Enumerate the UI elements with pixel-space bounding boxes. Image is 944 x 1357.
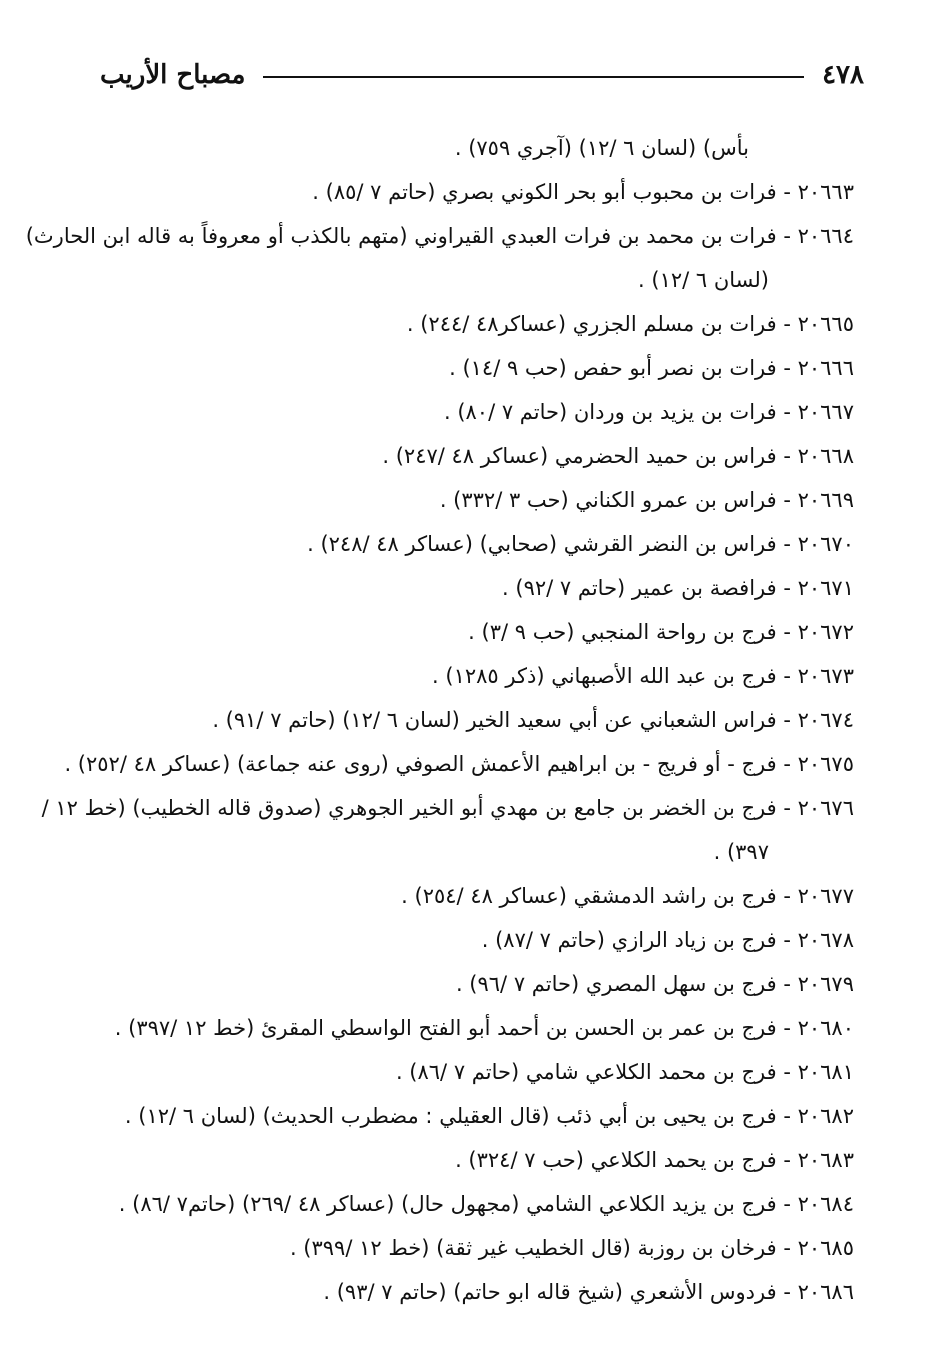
entry-line: ٢٠٦٧١ - فرافصة بن عمير (حاتم ٧ /٩٢) . (502, 576, 854, 600)
entry-line: ٢٠٦٨٥ - فرخان بن روزبة (قال الخطيب غير ثقة) (خط ١٢ /٣٩٩) . (289, 1236, 854, 1260)
entry-line: ٢٠٦٧٦ - فرج بن الخضر بن جامع بن مهدي أبو الخير الجوهري (صدوق قاله الخطيب) (خط ١٢ / (41, 796, 854, 820)
entry-continuation: بأس) (لسان ٦ /١٢) (آجري ٧٥٩) . (454, 136, 749, 160)
header-divider (263, 76, 804, 78)
entry-line: ٢٠٦٧٤ - فراس الشعباني عن أبي سعيد الخير (لسان ٦ /١٢) (حاتم ٧ /٩١) . (212, 708, 854, 732)
entry-line: ٢٠٦٧٠ - فراس بن النضر القرشي (صحابي) (عساكر ٤٨ /٢٤٨) . (307, 532, 854, 556)
entry-continuation: ٣٩٧) . (713, 840, 769, 864)
entry-line: ٢٠٦٧٢ - فرج بن رواحة المنجبي (حب ٩ /٣) . (468, 620, 854, 644)
entry-line: ٢٠٦٧٣ - فرج بن عبد الله الأصبهاني (ذكر ١٢٨٥) . (432, 664, 854, 688)
entries-list (25, 126, 854, 1314)
entry-line: ٢٠٦٦٩ - فراس بن عمرو الكناني (حب ٣ /٣٣٢) . (439, 488, 854, 512)
entry-line: ٢٠٦٨٣ - فرج بن يحمد الكلاعي (حب ٧ /٣٢٤) . (455, 1148, 854, 1172)
entry-line: ٢٠٦٨١ - فرج بن محمد الكلاعي شامي (حاتم ٧ /٨٦) . (395, 1060, 854, 1084)
entry-line: ٢٠٦٨٢ - فرج بن يحيى بن أبي ذئب (قال العقيلي : مضطرب الحديث) (لسان ٦ /١٢) . (124, 1104, 854, 1128)
entry-line: ٢٠٦٦٨ - فراس بن حميد الحضرمي (عساكر ٤٨ /٢٤٧) . (382, 444, 854, 468)
entry-line: ٢٠٦٨٤ - فرج بن يزيد الكلاعي الشامي (مجهول حال) (عساكر ٤٨ /٢٦٩) (حاتم٧ /٨٦) . (118, 1192, 854, 1216)
entry-line: ٢٠٦٧٧ - فرج بن راشد الدمشقي (عساكر ٤٨ /٢٥٤) . (401, 884, 854, 908)
entry-line: ٢٠٦٦٤ - فرات بن محمد بن فرات العبدي القيراوني (متهم بالكذب أو معروفاً به قاله ابن الحارث) (25, 224, 854, 248)
entry-line: ٢٠٦٦٥ - فرات بن مسلم الجزري (عساكر٤٨ /٢٤٤) . (406, 312, 854, 336)
entry-line: ٢٠٦٨٦ - فردوس الأشعري (شيخ قاله ابو حاتم) (حاتم ٧ /٩٣) . (323, 1280, 854, 1304)
book-title: مصباح الأريب (100, 60, 246, 90)
entry-line: ٢٠٦٦٧ - فرات بن يزيد بن وردان (حاتم ٧ /٨٠) . (443, 400, 854, 424)
entry-line: ٢٠٦٧٨ - فرج بن زياد الرازي (حاتم ٧ /٨٧) . (481, 928, 854, 952)
entry-continuation: (لسان ٦ /١٢) . (638, 268, 769, 292)
page-number: ٤٧٨ (822, 60, 864, 90)
entry-line: ٢٠٦٦٦ - فرات بن نصر أبو حفص (حب ٩ /١٤) . (449, 356, 854, 380)
entry-line: ٢٠٦٧٩ - فرج بن سهل المصري (حاتم ٧ /٩٦) . (455, 972, 854, 996)
entry-line: ٢٠٦٦٣ - فرات بن محبوب أبو بحر الكوني بصري (حاتم ٧ /٨٥) . (312, 180, 854, 204)
entry-line: ٢٠٦٨٠ - فرج بن عمر بن الحسن بن أحمد أبو الفتح الواسطي المقرئ (خط ١٢ /٣٩٧) . (114, 1016, 854, 1040)
page-header (100, 55, 864, 95)
entry-line: ٢٠٦٧٥ - فرج - أو فريج - بن ابراهيم الأعمش الصوفي (روى عنه جماعة) (عساكر ٤٨ /٢٥٢) . (64, 752, 854, 776)
